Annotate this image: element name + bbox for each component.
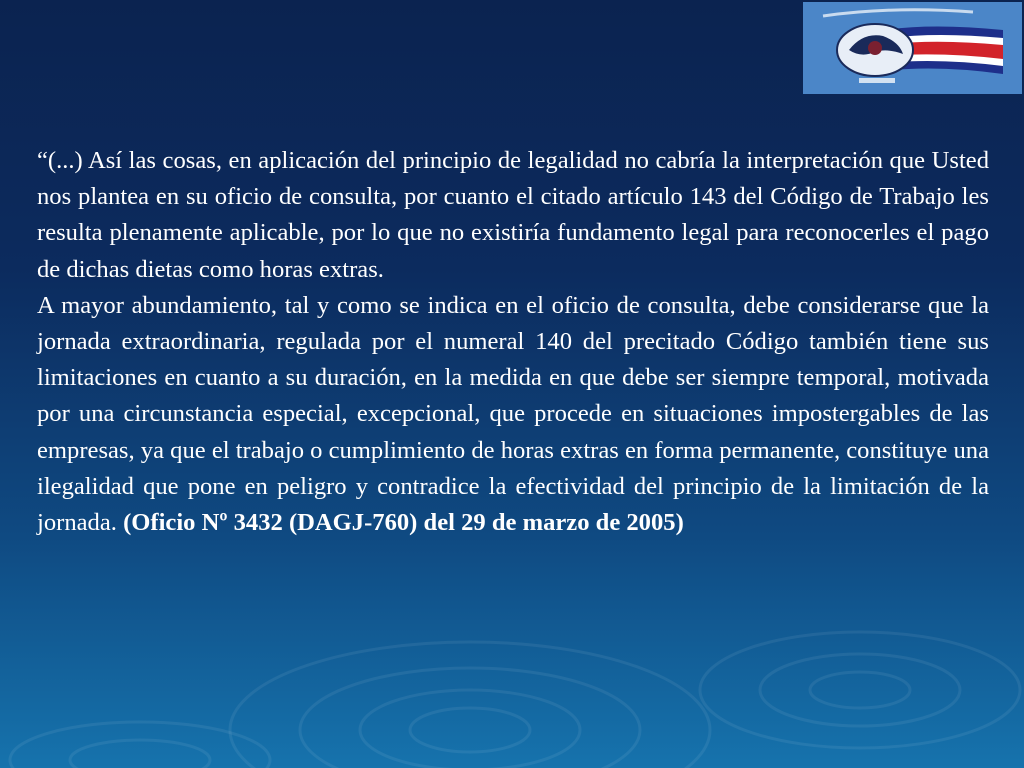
quote-paragraph-2	[37, 288, 989, 541]
slide-body	[37, 143, 989, 541]
logo	[803, 2, 1022, 94]
citation: (Oficio Nº 3432 (DAGJ-760) del 29 de marzo de 2005)	[123, 509, 684, 537]
quote-paragraph-1: “(...) Así las cosas, en aplicación del principio de legalidad no cabría la interpretación que Usted nos plantea en su oficio de consulta, por cuanto el citado artículo 143 del Código de Trabajo les resulta plenamente aplicable, por lo que no existiría fundamento legal para reconocerles el pago de dichas dietas como horas extras.	[37, 147, 989, 283]
flag-emblem-icon	[803, 2, 1022, 94]
quote-paragraph-2-text: A mayor abundamiento, tal y como se indica en el oficio de consulta, debe considerarse que la jornada extraordinaria, regulada por el numeral 140 del precitado Código también tiene sus limitaciones en cuanto a su duración, en la medida en que debe ser siempre temporal, motivada por una circunstancia especial, excepcional, que procede en situaciones impostergables de las empresas, ya que el trabajo o cumplimiento de horas extras en forma permanente, constituye una ilegalidad que pone en peligro y contradice la efectividad del principio de la limitación de la jornada.	[37, 291, 989, 537]
